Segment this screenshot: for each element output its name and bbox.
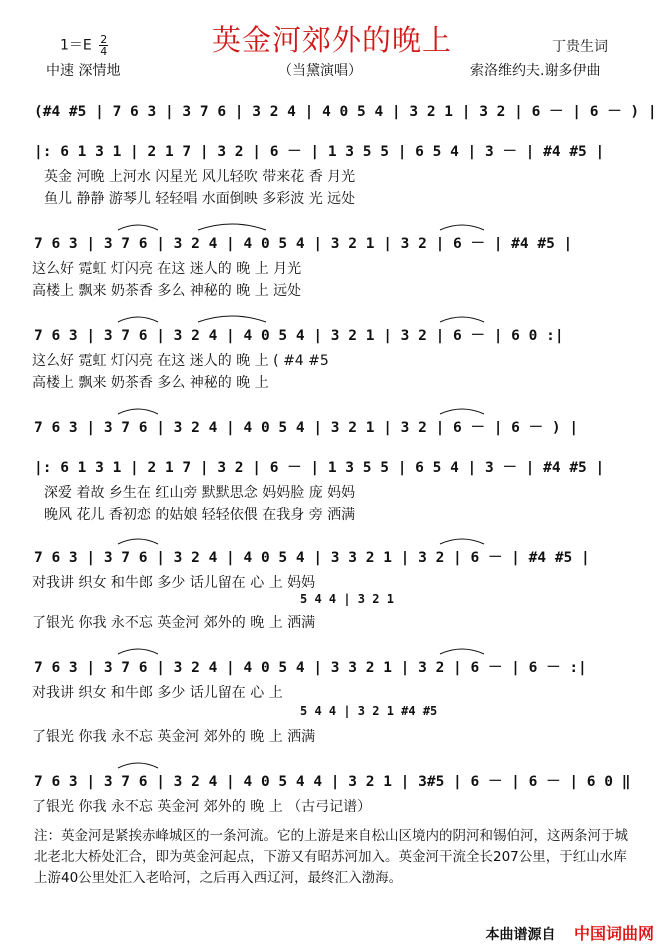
alt-lyric-7: 了银光 你我 永不忘 英金河 郊外的 晚 上 洒满 bbox=[32, 615, 316, 631]
site-brand[interactable]: 中国词曲网 bbox=[573, 924, 654, 943]
slur-arc bbox=[440, 649, 484, 654]
performer: （当黛演唱） bbox=[278, 63, 362, 79]
alt-ending-notes-7: 5 4 4 | 3 2 1 bbox=[300, 592, 394, 606]
lyric-4-verse-2: 高楼上 飘来 奶茶香 多么 神秘的 晚 上 bbox=[32, 375, 269, 391]
slur-arc bbox=[440, 225, 484, 230]
slur-arc bbox=[440, 409, 484, 414]
lyric-9-verse-1: 了银光 你我 永不忘 英金河 郊外的 晚 上 （古弓记谱） bbox=[32, 799, 372, 815]
alt-lyric-8: 了银光 你我 永不忘 英金河 郊外的 晚 上 洒满 bbox=[32, 729, 316, 745]
lyric-6-verse-2: 晚风 花儿 香初恋 的姑娘 轻轻依偎 在我身 旁 洒满 bbox=[44, 507, 356, 523]
slur-arc bbox=[198, 224, 266, 230]
score-line-3: 7 6 3 | 3 7 6 | 3 2 4 | 4 0 5 4 | 3 2 1 | 3 2 | 6 － | #4 #5 | bbox=[34, 236, 573, 252]
score-line-9: 7 6 3 | 3 7 6 | 3 2 4 | 4 0 5 4 4 | 3 2 1 | 3#5 | 6 － | 6 － | 6 0 ‖ bbox=[34, 774, 631, 790]
composer: 索洛维约夫.谢多伊曲 bbox=[470, 63, 601, 79]
slur-arc bbox=[118, 317, 158, 322]
footnote: 注：英金河是紧挨赤峰城区的一条河流。它的上游是来自松山区境内的阴河和锡伯河，这两条河于城北老北大桥处汇合，即为英金河起点，下游又有昭苏河加入。英金河干流全长207公里，于红山水库上游40公里处汇入老哈河，之后再入西辽河，最终汇入渤海。 bbox=[34, 828, 628, 886]
lyric-2-verse-1: 英金 河晚 上河水 闪星光 风儿轻吹 带来花 香 月光 bbox=[44, 169, 356, 185]
slur-arc bbox=[440, 539, 484, 544]
score-line-8: 7 6 3 | 3 7 6 | 3 2 4 | 4 0 5 4 | 3 3 2 1 | 3 2 | 6 － | 6 － :| bbox=[34, 660, 587, 676]
tempo-marking: 中速 深情地 bbox=[46, 63, 121, 79]
score-line-4: 7 6 3 | 3 7 6 | 3 2 4 | 4 0 5 4 | 3 2 1 | 3 2 | 6 － | 6 0 :| bbox=[34, 328, 564, 344]
time-numerator: 2 bbox=[100, 33, 108, 46]
score-line-5: 7 6 3 | 3 7 6 | 3 2 4 | 4 0 5 4 | 3 2 1 | 3 2 | 6 － | 6 － ) | bbox=[34, 420, 579, 436]
lyric-7-verse-1: 对我讲 织女 和牛郎 多少 话儿留在 心 上 妈妈 bbox=[32, 575, 316, 591]
lyric-2-verse-2: 鱼儿 静静 游琴儿 轻轻唱 水面倒映 多彩波 光 远处 bbox=[44, 191, 356, 207]
footer bbox=[486, 921, 654, 944]
slur-arc bbox=[118, 763, 158, 768]
slur-arc bbox=[118, 649, 158, 654]
song-title: 英金河郊外的晚上 bbox=[211, 23, 452, 57]
slur-arc bbox=[198, 316, 266, 322]
lyric-8-verse-1: 对我讲 织女 和牛郎 多少 话儿留在 心 上 bbox=[32, 685, 283, 701]
score-line-7: 7 6 3 | 3 7 6 | 3 2 4 | 4 0 5 4 | 3 3 2 1 | 3 2 | 6 － | #4 #5 | bbox=[34, 550, 590, 566]
lyric-4-verse-1: 这么好 霓虹 灯闪亮 在这 迷人的 晚 上 ( #4 #5 bbox=[32, 353, 329, 369]
key-label: 1＝E bbox=[60, 37, 92, 54]
slur-arc bbox=[440, 317, 484, 322]
source-label: 本曲谱源自 bbox=[485, 927, 556, 943]
score-line-1: (#4 #5 | 7 6 3 | 3 7 6 | 3 2 4 | 4 0 5 4 | 3 2 1 | 3 2 | 6 － | 6 － ) | bbox=[34, 104, 657, 120]
score-line-6: |: 6 1 3 1 | 2 1 7 | 3 2 | 6 － | 1 3 5 5 | 6 5 4 | 3 － | #4 #5 | bbox=[34, 460, 605, 476]
alt-ending-notes-8: 5 4 4 | 3 2 1 #4 #5 bbox=[300, 704, 438, 718]
slur-arc bbox=[118, 409, 158, 414]
slur-arc bbox=[118, 539, 158, 544]
lyric-3-verse-2: 高楼上 飘来 奶茶香 多么 神秘的 晚 上 远处 bbox=[32, 283, 302, 299]
time-denominator: 4 bbox=[100, 45, 108, 58]
lyric-6-verse-1: 深爱 着故 乡生在 红山旁 默默思念 妈妈脸 庞 妈妈 bbox=[44, 485, 356, 501]
slur-arc bbox=[118, 225, 158, 230]
lyricist: 丁贵生词 bbox=[552, 39, 608, 55]
lyric-3-verse-1: 这么好 霓虹 灯闪亮 在这 迷人的 晚 上 月光 bbox=[32, 261, 302, 277]
score-line-2: |: 6 1 3 1 | 2 1 7 | 3 2 | 6 － | 1 3 5 5 | 6 5 4 | 3 － | #4 #5 | bbox=[34, 144, 605, 160]
